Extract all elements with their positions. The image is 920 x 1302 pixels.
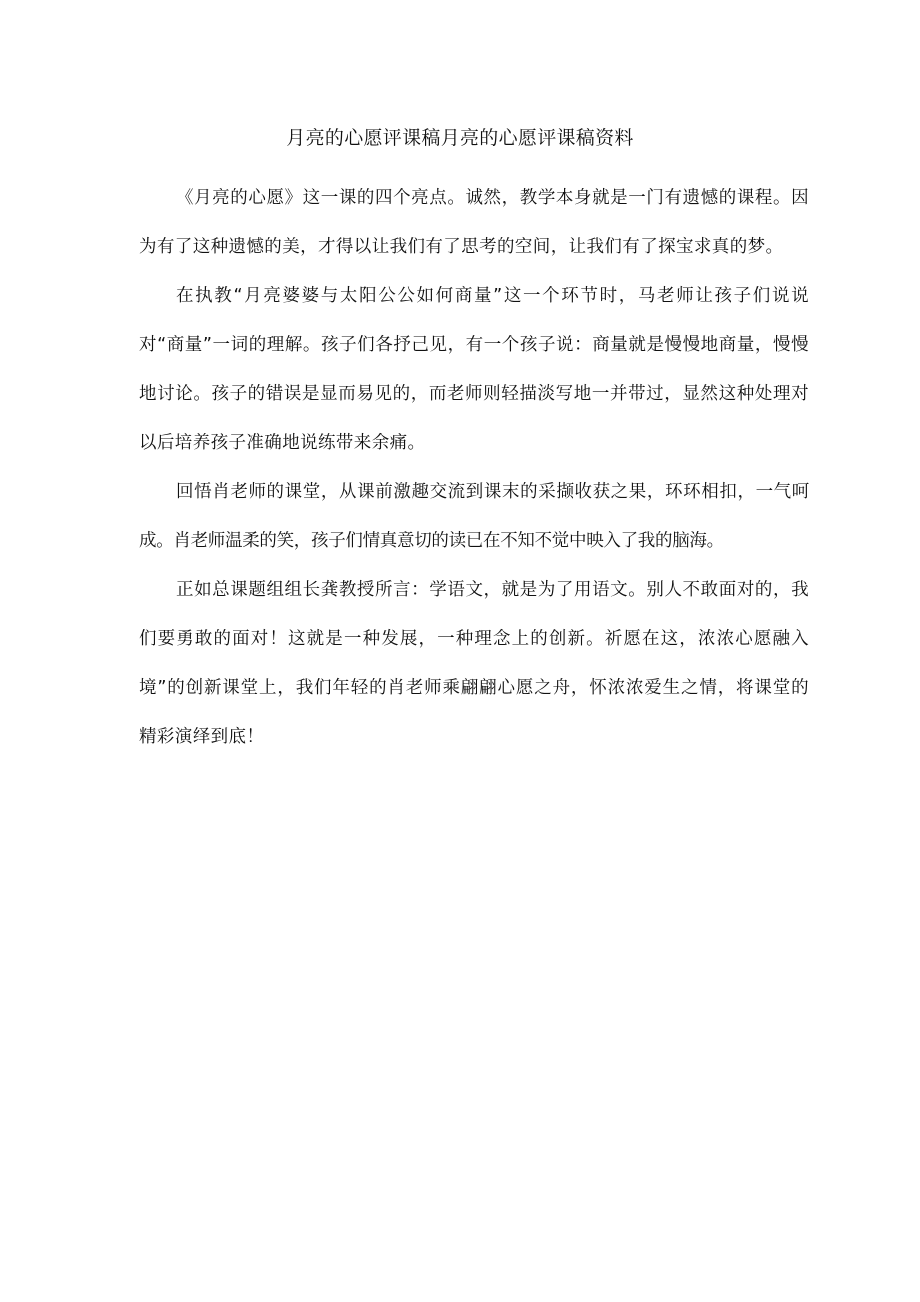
paragraph-2: 在执教“月亮婆婆与太阳公公如何商量”这一个环节时，马老师让孩子们说说对“商量”一词的理解。孩子们各抒己见，有一个孩子说：商量就是慢慢地商量，慢慢地讨论。孩子的错误是显而易见的，而老师则轻描淡写地一并带过，显然这种处理对以后培养孩子准确地说练带来余痛。 <box>139 286 809 453</box>
document-body <box>139 174 809 762</box>
document-title: 月亮的心愿评课稿月亮的心愿评课稿资料 <box>286 127 634 149</box>
paragraph-4: 正如总课题组组长龚教授所言：学语文，就是为了用语文。别人不敢面对的，我们要勇敢的面对！这就是一种发展，一种理念上的创新。祈愿在这，浓浓心愿融入境”的创新课堂上，我们年轻的肖老师乘翩翩心愿之舟，怀浓浓爱生之情，将课堂的精彩演绎到底！ <box>139 580 809 747</box>
paragraph-1: 《月亮的心愿》这一课的四个亮点。诚然，教学本身就是一门有遗憾的课程。因为有了这种遗憾的美，才得以让我们有了思考的空间，让我们有了探宝求真的梦。 <box>139 188 809 257</box>
paragraph-3: 回悟肖老师的课堂，从课前激趣交流到课末的采撷收获之果，环环相扣，一气呵成。肖老师温柔的笑，孩子们情真意切的读已在不知不觉中映入了我的脑海。 <box>139 482 809 551</box>
